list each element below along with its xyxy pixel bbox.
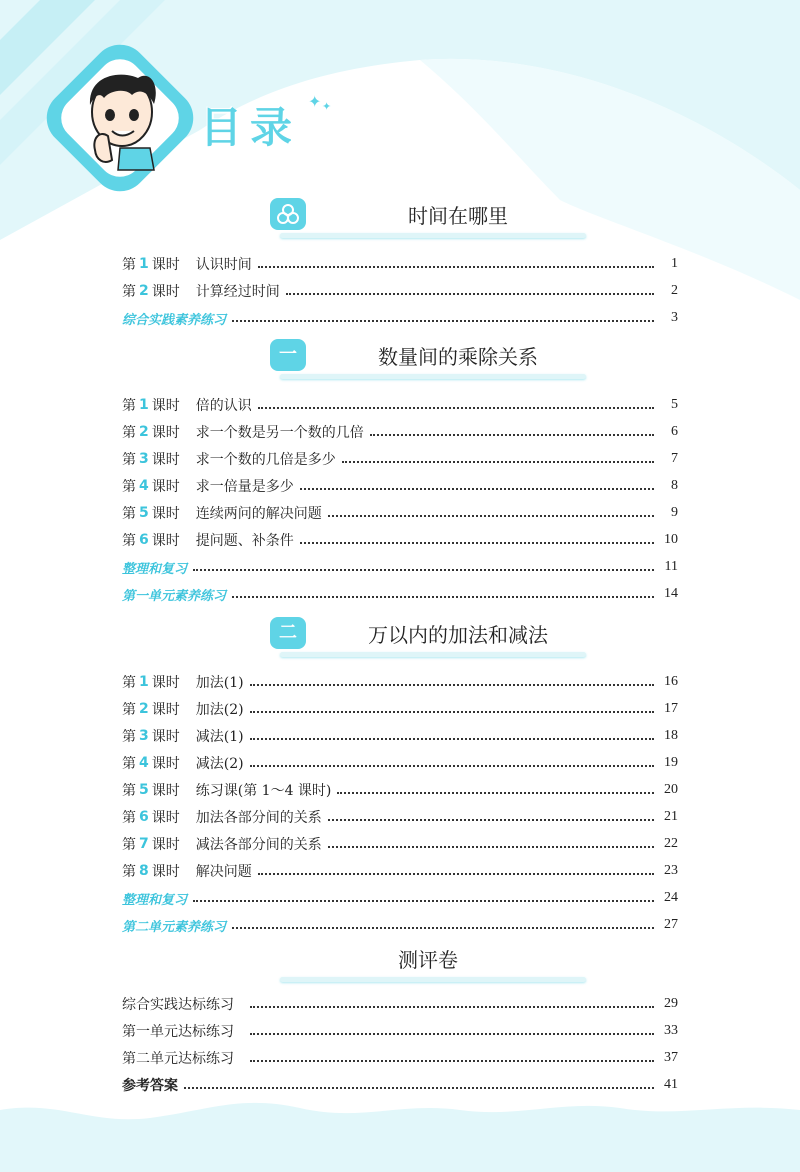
- dot-leader: [232, 320, 654, 322]
- lesson-number: 3: [139, 451, 149, 467]
- page-title: 目录: [200, 103, 301, 152]
- dot-leader: [337, 792, 654, 794]
- dot-leader: [250, 1006, 654, 1008]
- toc-entry[interactable]: [122, 556, 678, 578]
- page-number: 18: [664, 728, 678, 743]
- section-title: 数量间的乘除关系: [378, 345, 538, 369]
- dot-leader: [250, 765, 654, 767]
- dot-leader: [328, 515, 654, 517]
- page-number: 24: [664, 890, 678, 905]
- entry-title: 综合实践素养练习: [122, 312, 227, 328]
- lesson-prefix: 第: [122, 810, 136, 826]
- lesson-number: 4: [139, 755, 149, 771]
- entry-title: 参考答案: [122, 1078, 178, 1094]
- dot-leader: [258, 407, 654, 409]
- entry-title: 减法(2): [195, 756, 244, 772]
- dot-leader: [250, 684, 654, 686]
- dot-leader: [193, 569, 654, 571]
- footer-wave: [0, 1103, 800, 1172]
- toc-entry[interactable]: [122, 475, 678, 497]
- toc-entry[interactable]: [122, 448, 678, 470]
- lesson-prefix: 第: [122, 756, 136, 772]
- toc-entry[interactable]: [122, 914, 678, 936]
- lesson-prefix: 第: [122, 675, 136, 691]
- dot-leader: [184, 1087, 654, 1089]
- toc-entry[interactable]: [122, 779, 678, 801]
- toc-entry[interactable]: [122, 725, 678, 747]
- lesson-kind: 课时: [151, 425, 180, 441]
- lesson-kind: 课时: [151, 783, 180, 799]
- section-title: 测评卷: [398, 948, 458, 972]
- page-number: 6: [671, 424, 678, 439]
- entry-title: 减法(1): [195, 729, 244, 745]
- section-title: 万以内的加法和减法: [368, 623, 548, 647]
- lesson-prefix: 第: [122, 533, 136, 549]
- lesson-prefix: 第: [122, 729, 136, 745]
- toc-entry[interactable]: [122, 698, 678, 720]
- entry-title: 综合实践达标练习: [122, 997, 234, 1013]
- section-header-tests: [270, 942, 586, 982]
- lesson-kind: 课时: [151, 864, 180, 880]
- section-header-unit-1: [270, 339, 586, 379]
- toc-entry[interactable]: [122, 394, 678, 416]
- section-underline: [280, 652, 586, 657]
- dot-leader: [286, 293, 654, 295]
- dot-leader: [250, 1033, 654, 1035]
- lesson-number: 3: [139, 728, 149, 744]
- section-title: 时间在哪里: [408, 204, 508, 228]
- toc-entry[interactable]: [122, 1020, 678, 1042]
- lesson-kind: 课时: [151, 837, 180, 853]
- lesson-number: 5: [139, 505, 149, 521]
- entry-title: 练习课(第 1～4 课时): [195, 783, 332, 799]
- toc-entry[interactable]: [122, 307, 678, 329]
- page-number: 21: [664, 809, 678, 824]
- toc-entry[interactable]: [122, 583, 678, 605]
- sparkle-icon: ✦: [308, 92, 322, 111]
- lesson-prefix: 第: [122, 783, 136, 799]
- entry-title: 解决问题: [195, 864, 252, 880]
- page-number: 20: [664, 782, 678, 797]
- toc-entry[interactable]: [122, 887, 678, 909]
- lesson-prefix: 第: [122, 479, 136, 495]
- dot-leader: [300, 488, 654, 490]
- lesson-kind: 课时: [151, 398, 180, 414]
- lesson-number: 6: [139, 532, 149, 548]
- page-number: 37: [664, 1050, 678, 1065]
- entry-title: 整理和复习: [122, 892, 188, 908]
- entry-title: 计算经过时间: [195, 284, 280, 300]
- section-underline: [280, 374, 586, 379]
- entry-title: 倍的认识: [195, 398, 252, 414]
- page-number: 10: [664, 532, 678, 547]
- toc-entry[interactable]: [122, 752, 678, 774]
- entry-title: 第一单元达标练习: [122, 1024, 234, 1040]
- lesson-kind: 课时: [151, 702, 180, 718]
- entry-title: 第二单元达标练习: [122, 1051, 234, 1067]
- dot-leader: [328, 819, 654, 821]
- page-number: 23: [664, 863, 678, 878]
- entry-title: 加法(1): [195, 675, 244, 691]
- lesson-kind: 课时: [151, 284, 180, 300]
- lesson-number: 2: [139, 701, 149, 717]
- section-underline: [280, 233, 586, 238]
- lesson-prefix: 第: [122, 506, 136, 522]
- page-number: 19: [664, 755, 678, 770]
- toc-entry[interactable]: [122, 421, 678, 443]
- lesson-number: 6: [139, 809, 149, 825]
- unit-badge: 二: [270, 617, 306, 649]
- page-number: 2: [671, 283, 678, 298]
- lesson-prefix: 第: [122, 452, 136, 468]
- page-number: 27: [664, 917, 678, 932]
- page-number: 16: [664, 674, 678, 689]
- toc-entry[interactable]: [122, 529, 678, 551]
- lesson-number: 8: [139, 863, 149, 879]
- entry-title: 减法各部分间的关系: [195, 837, 322, 853]
- entry-title: 求一倍量是多少: [195, 479, 294, 495]
- dot-leader: [300, 542, 654, 544]
- dot-leader: [250, 1060, 654, 1062]
- page-number: 14: [664, 586, 678, 601]
- entry-title: 求一个数的几倍是多少: [195, 452, 336, 468]
- dot-leader: [370, 434, 654, 436]
- lesson-prefix: 第: [122, 864, 136, 880]
- dot-leader: [232, 927, 654, 929]
- entry-title: 第二单元素养练习: [122, 919, 227, 935]
- lesson-number: 2: [139, 424, 149, 440]
- dot-leader: [342, 461, 654, 463]
- page-number: 3: [671, 310, 678, 325]
- lesson-prefix: 第: [122, 837, 136, 853]
- entry-title: 认识时间: [195, 257, 252, 273]
- entry-title: 加法各部分间的关系: [195, 810, 322, 826]
- dot-leader: [232, 596, 654, 598]
- lesson-prefix: 第: [122, 702, 136, 718]
- page-number: 29: [664, 996, 678, 1011]
- toc-entry[interactable]: [122, 993, 678, 1015]
- dot-leader: [258, 266, 654, 268]
- lesson-kind: 课时: [151, 506, 180, 522]
- lesson-number: 1: [139, 674, 149, 690]
- lesson-kind: 课时: [151, 452, 180, 468]
- lesson-kind: 课时: [151, 729, 180, 745]
- page-number: 8: [671, 478, 678, 493]
- page-number: 7: [671, 451, 678, 466]
- lesson-prefix: 第: [122, 284, 136, 300]
- lesson-prefix: 第: [122, 257, 136, 273]
- toc-entry[interactable]: [122, 1074, 678, 1096]
- toc-entry[interactable]: [122, 671, 678, 693]
- entry-title: 加法(2): [195, 702, 244, 718]
- toc-entry[interactable]: [122, 1047, 678, 1069]
- unit-badge: 一: [270, 339, 306, 371]
- lesson-kind: 课时: [151, 756, 180, 772]
- three-circles-icon: [270, 198, 306, 230]
- section-header-time: [270, 198, 586, 238]
- dot-leader: [193, 900, 654, 902]
- entry-title: 连续两问的解决问题: [195, 506, 322, 522]
- dot-leader: [250, 711, 654, 713]
- toc-entry[interactable]: [122, 280, 678, 302]
- page-number: 1: [671, 256, 678, 271]
- dot-leader: [258, 873, 654, 875]
- entry-title: 提问题、补条件: [195, 533, 294, 549]
- lesson-number: 7: [139, 836, 149, 852]
- page-number: 9: [671, 505, 678, 520]
- page-number: 41: [664, 1077, 678, 1092]
- entry-title: 求一个数是另一个数的几倍: [195, 425, 364, 441]
- page-number: 22: [664, 836, 678, 851]
- toc-entry[interactable]: [122, 833, 678, 855]
- lesson-number: 2: [139, 283, 149, 299]
- lesson-prefix: 第: [122, 425, 136, 441]
- lesson-number: 1: [139, 256, 149, 272]
- page-number: 5: [671, 397, 678, 412]
- toc-entry[interactable]: [122, 860, 678, 882]
- page-number: 33: [664, 1023, 678, 1038]
- entry-title: 整理和复习: [122, 561, 188, 577]
- dot-leader: [250, 738, 654, 740]
- lesson-kind: 课时: [151, 479, 180, 495]
- entry-title: 第一单元素养练习: [122, 588, 227, 604]
- toc-entry[interactable]: [122, 502, 678, 524]
- lesson-kind: 课时: [151, 675, 180, 691]
- toc-entry[interactable]: [122, 253, 678, 275]
- section-header-unit-2: [270, 617, 586, 657]
- lesson-kind: 课时: [151, 533, 180, 549]
- sparkle-icon: ✦: [322, 100, 332, 113]
- section-underline: [280, 977, 586, 982]
- toc-entry[interactable]: [122, 806, 678, 828]
- lesson-kind: 课时: [151, 257, 180, 273]
- lesson-prefix: 第: [122, 398, 136, 414]
- page-number: 17: [664, 701, 678, 716]
- lesson-kind: 课时: [151, 810, 180, 826]
- lesson-number: 1: [139, 397, 149, 413]
- lesson-number: 4: [139, 478, 149, 494]
- page-number: 11: [664, 559, 678, 574]
- dot-leader: [328, 846, 654, 848]
- lesson-number: 5: [139, 782, 149, 798]
